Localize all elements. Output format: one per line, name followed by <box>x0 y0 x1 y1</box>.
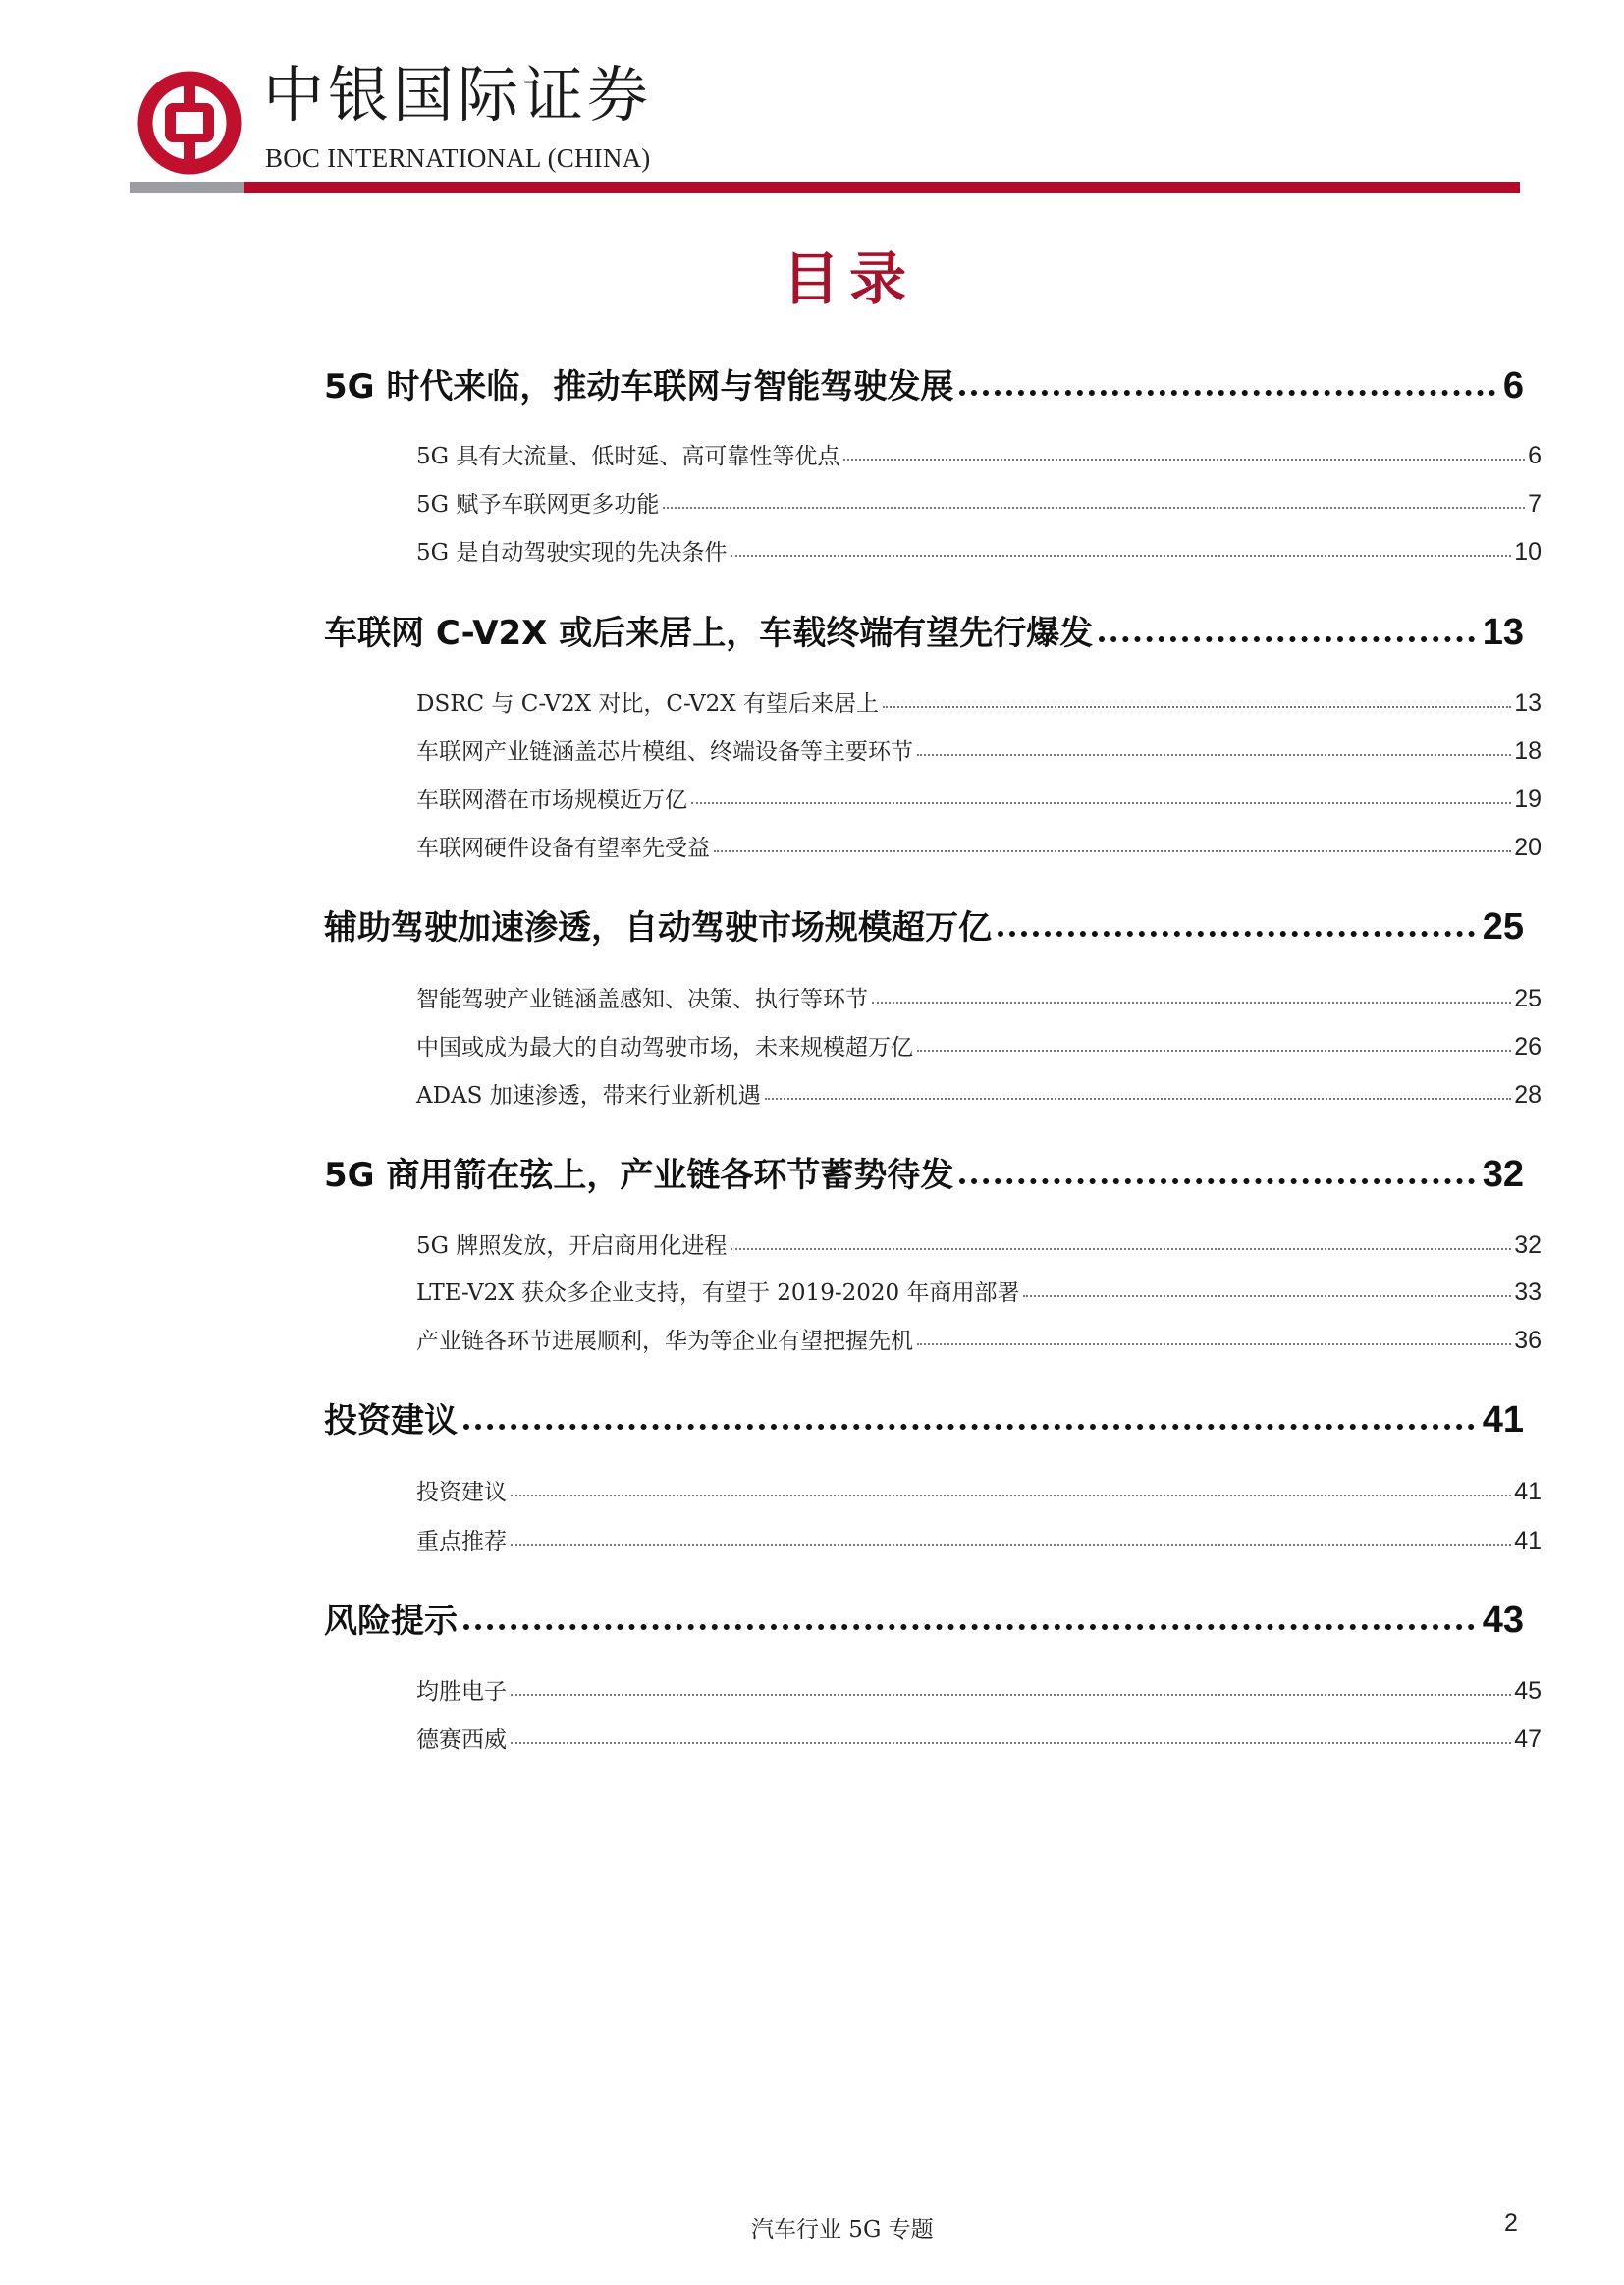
toc-item-page: 26 <box>1514 1033 1542 1061</box>
dot-leader <box>511 1694 1511 1696</box>
dot-leader <box>1099 636 1474 642</box>
boc-logo-icon <box>137 71 242 175</box>
header-rule-red <box>244 182 1520 193</box>
dot-leader <box>765 1098 1511 1100</box>
toc-item[interactable] <box>416 981 1542 1013</box>
toc-item-page: 45 <box>1514 1677 1542 1705</box>
toc-item[interactable] <box>416 1077 1542 1110</box>
toc-item-label: 车联网潜在市场规模近万亿 <box>416 788 687 813</box>
dot-leader <box>998 931 1475 937</box>
toc-item[interactable] <box>416 486 1542 518</box>
toc-item-page: 47 <box>1514 1725 1542 1753</box>
toc-section-label: 车联网 C-V2X 或后来居上，车载终端有望先行爆发 <box>324 614 1094 653</box>
toc-item-label: LTE-V2X 获众多企业支持，有望于 2019-2020 年商用部署 <box>416 1280 1020 1306</box>
page-title: 目录 <box>782 245 916 312</box>
header-rule-gray <box>130 182 244 193</box>
toc-item-page: 10 <box>1514 538 1542 566</box>
toc-section[interactable] <box>324 1148 1524 1196</box>
toc-item[interactable] <box>416 1523 1542 1555</box>
toc-item[interactable] <box>416 1275 1542 1307</box>
toc-item[interactable] <box>416 685 1542 718</box>
toc-section[interactable] <box>324 900 1524 949</box>
dot-leader <box>691 802 1511 804</box>
toc-section[interactable] <box>324 1594 1524 1642</box>
dot-leader <box>731 1248 1511 1250</box>
toc-section[interactable] <box>324 359 1524 408</box>
toc-section-label: 辅助驾驶加速渗透，自动驾驶市场规模超万亿 <box>324 908 992 948</box>
toc-item-label: 5G 具有大流量、低时延、高可靠性等优点 <box>416 444 840 469</box>
toc-item-label: 中国或成为最大的自动驾驶市场，未来规模超万亿 <box>416 1035 913 1061</box>
toc-section[interactable] <box>324 606 1524 654</box>
toc-item-label: 产业链各环节进展顺利，华为等企业有望把握先机 <box>416 1329 913 1354</box>
toc-item[interactable] <box>416 1721 1542 1754</box>
toc-item-label: 5G 是自动驾驶实现的先决条件 <box>416 540 728 566</box>
toc-section-label: 风险提示 <box>324 1602 458 1641</box>
toc-item[interactable] <box>416 1029 1542 1061</box>
toc-section-page: 41 <box>1482 1399 1524 1441</box>
toc-item-label: 投资建议 <box>416 1480 507 1505</box>
dot-leader <box>511 1544 1511 1546</box>
toc-section-page: 25 <box>1482 906 1524 948</box>
toc-item-label: 5G 赋予车联网更多功能 <box>416 492 660 517</box>
toc-section[interactable] <box>324 1393 1524 1442</box>
toc-item[interactable] <box>416 1474 1542 1506</box>
toc-item-page: 18 <box>1514 737 1542 765</box>
dot-leader <box>843 459 1525 461</box>
dot-leader <box>1023 1295 1511 1297</box>
dot-leader <box>714 850 1511 852</box>
toc-section-label: 投资建议 <box>324 1401 458 1441</box>
toc-item[interactable] <box>416 734 1542 766</box>
toc-item-label: 重点推荐 <box>416 1529 507 1554</box>
toc-item-page: 28 <box>1514 1081 1542 1109</box>
dot-leader <box>872 1002 1511 1004</box>
toc-section-page: 43 <box>1482 1600 1524 1641</box>
dot-leader <box>959 1178 1474 1184</box>
toc-section-page: 32 <box>1482 1154 1524 1195</box>
toc-item-label: 5G 牌照发放，开启商用化进程 <box>416 1233 728 1259</box>
toc-item-page: 25 <box>1514 985 1542 1012</box>
toc-item-page: 6 <box>1528 442 1542 469</box>
toc-section-page: 13 <box>1482 612 1524 653</box>
toc-section-page: 6 <box>1502 365 1524 407</box>
toc-item-page: 13 <box>1514 689 1542 717</box>
toc-item[interactable] <box>416 1323 1542 1355</box>
toc-section-label: 5G 商用箭在弦上，产业链各环节蓄势待发 <box>324 1156 954 1195</box>
footer-report-title: 汽车行业 5G 专题 <box>751 2217 934 2243</box>
toc-item-page: 33 <box>1514 1279 1542 1306</box>
toc-item[interactable] <box>416 830 1542 862</box>
toc-item-label: 德赛西威 <box>416 1727 507 1753</box>
brand-name-cn: 中银国际证券 <box>263 59 653 131</box>
toc-item-label: ADAS 加速渗透，带来行业新机遇 <box>416 1083 761 1109</box>
dot-leader <box>511 1742 1511 1744</box>
toc-item-label: 智能驾驶产业链涵盖感知、决策、执行等环节 <box>416 987 868 1012</box>
toc-item-label: DSRC 与 C-V2X 对比，C-V2X 有望后来居上 <box>416 691 879 717</box>
toc-item-page: 32 <box>1514 1231 1542 1259</box>
dot-leader <box>917 1343 1511 1345</box>
toc-item-label: 车联网硬件设备有望率先受益 <box>416 836 710 861</box>
dot-leader <box>917 754 1511 756</box>
toc-item-page: 36 <box>1514 1327 1542 1354</box>
dot-leader <box>463 1424 1475 1430</box>
toc-item-label: 均胜电子 <box>416 1679 507 1705</box>
toc-item[interactable] <box>416 782 1542 814</box>
dot-leader <box>917 1050 1511 1052</box>
dot-leader <box>463 1624 1475 1630</box>
toc-item-page: 19 <box>1514 786 1542 813</box>
dot-leader <box>959 390 1494 396</box>
toc-section-label: 5G 时代来临，推动车联网与智能驾驶发展 <box>324 367 954 407</box>
dot-leader <box>663 507 1525 509</box>
toc-item-page: 41 <box>1514 1527 1542 1554</box>
toc-item[interactable] <box>416 534 1542 567</box>
toc-item[interactable] <box>416 1227 1542 1260</box>
brand-name-en: BOC INTERNATIONAL (CHINA) <box>265 143 651 173</box>
toc-item[interactable] <box>416 1673 1542 1706</box>
dot-leader <box>511 1495 1511 1496</box>
dot-leader <box>731 555 1511 557</box>
toc-item-page: 7 <box>1528 490 1542 517</box>
toc-item-page: 41 <box>1514 1478 1542 1505</box>
dot-leader <box>883 706 1511 708</box>
toc-item[interactable] <box>416 438 1542 470</box>
toc-item-page: 20 <box>1514 834 1542 861</box>
footer-page-number: 2 <box>1504 2209 1518 2237</box>
toc-item-label: 车联网产业链涵盖芯片模组、终端设备等主要环节 <box>416 739 913 765</box>
